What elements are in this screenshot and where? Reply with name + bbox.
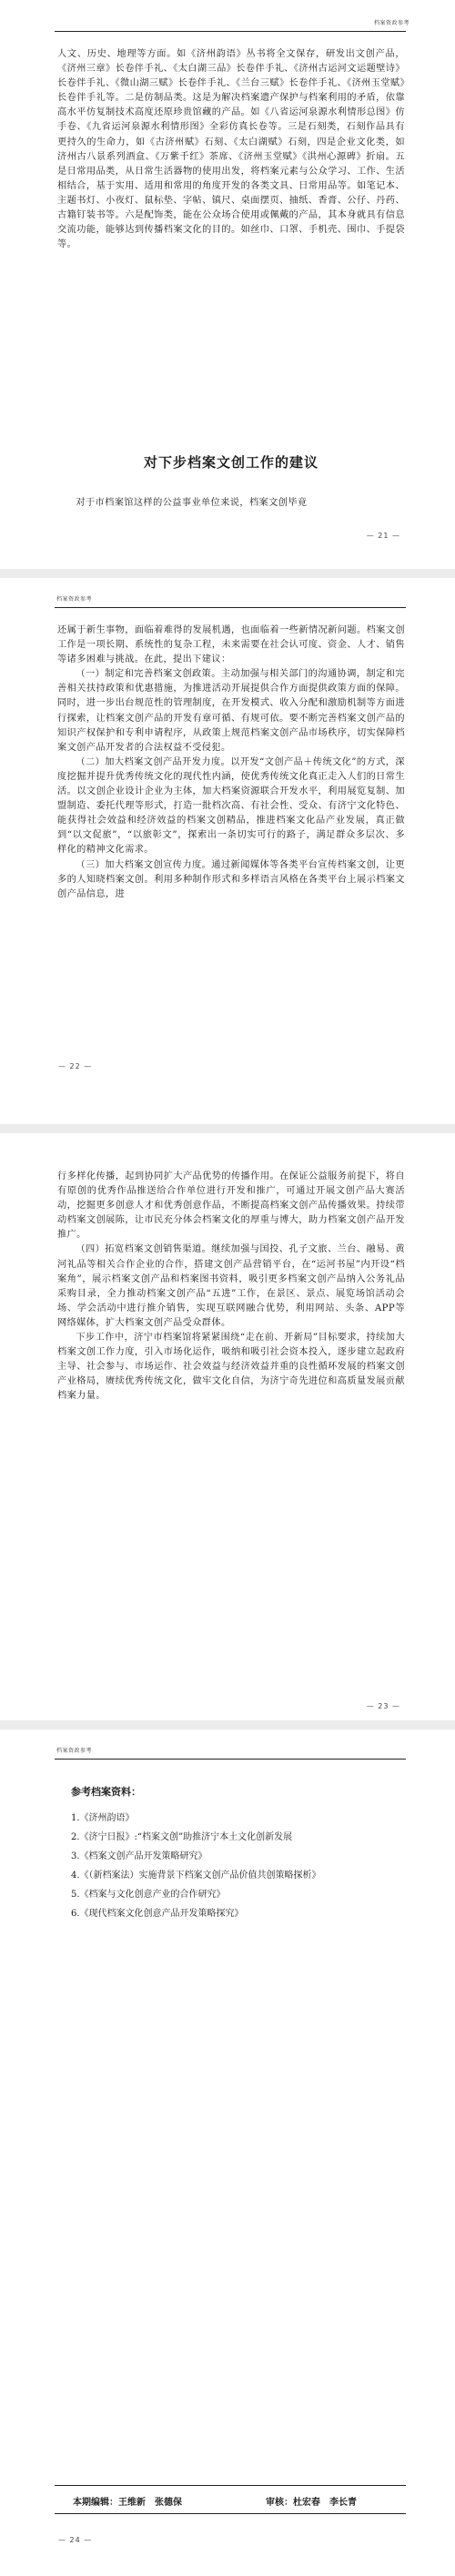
body-text	[57, 496, 405, 511]
reference-item: 5.《档案与文化创意产业的合作研究》	[71, 1890, 226, 1900]
list-item: （三）加大档案文创宣传力度。通过新闻媒体等各类平台宣传档案文创，让更多的人知晓档案文创。利用多种制作形式和多样语言风格在各类平台上展示档案文创产品信息，进	[57, 859, 405, 899]
running-header: 档案资政参考	[56, 596, 93, 603]
body-text	[57, 47, 405, 252]
body-text	[57, 1170, 405, 1405]
reference-item: 2.《济宁日报》:“档案文创”助推济宁本土文化创新发展	[71, 1832, 293, 1842]
paragraph: 人文、历史、地理等方面。如《济州韵语》丛书将全文保存，研发出文创产品，《济州三章》长卷伴手礼、《太白湖三品》长卷伴手礼、《济州古运河文运题壁诗》长卷伴手礼、《微山湖三赋》长卷伴手礼、《兰台三赋》长卷伴手礼、《济州玉堂赋》长卷伴手礼等。二是仿制品类。这是为解决档案遗产保护与档案利用的矛盾，依靠高水平仿复制技术高度还原珍贵馆藏的产品。如《八省运河泉源水利情形总图》仿手卷、《九省运河泉源水利情形图》全彩仿真长卷等。三是石刻类，石刻作品具有更持久的生命力，如《古济州赋》石刻、《太白湖赋》石刻，四是企业文化类，如济州古八景系列酒盒、《万紫千红》茶席、《济州玉堂赋》《洪州心源碑》折扇。五是日常用品类，从日常生活器物的使用出发，将档案元素与公众学习、工作、生活相结合，基于实用、适用和常用的角度开发的各类文具、日常用品等。如笔记本、主题书灯、小夜灯、鼠标垫、字帖、镇尺、桌面摆页、抽纸、香膏、公仔、丹药、古籍钉装书等。六是配饰类，能在公众场合使用或佩戴的产品，其本身就具有信息交流功能，能够达到传播档案文化的目的。如丝巾、口罩、手机壳、围巾、手提袋等。	[57, 49, 405, 250]
header-rule	[55, 1759, 406, 1760]
page-number: — 21 —	[366, 532, 400, 540]
paragraph: 下步工作中，济宁市档案馆将紧紧围绕“走在前、开新局”目标要求，持续加大档案文创工作力度，引入市场化运作，吸纳和吸引社会资本投入，逐步建立起政府主导、社会参与、市场运作、社会效益与经济效益并重的良性循环发展的档案文创产业格局，赓续优秀传统文化，做牢文化自信，为济宁奇先进位和高质量发展贡献档案力量。	[57, 1333, 405, 1402]
references-list	[71, 1811, 399, 1926]
page-gap	[0, 569, 455, 578]
reference-item: 1.《济州韵语》	[71, 1813, 135, 1823]
running-header: 档案资政参考	[56, 1748, 93, 1754]
page-number: — 23 —	[366, 1702, 400, 1710]
page-number: — 22 —	[58, 1062, 93, 1070]
page-24	[0, 1729, 455, 2576]
section-title: 对下步档案文创工作的建议	[143, 454, 318, 471]
list-item: （一）制定和完善档案文创政策。主动加强与相关部门的沟通协调，制定和完善相关扶持政策和优惠措施，为推进活动开展提供合作方面提供政策方面的保障。同时，进一步出台规范性的管理制度，在开发模式、收入分配和激励机制等方面进行探索，让档案文创产品的开发有章可循、有规可依。要不断完善档案文创产品的知识产权保护和专利申请程序，从政策上规范档案文创产品市场秩序，切实保障档案文创产品开发者的合法权益不受侵犯。	[57, 669, 405, 753]
list-item: （四）拓宽档案文创销售渠道。继续加强与国投、孔子文旅、兰台、融易、黄河礼品等相关合作企业的合作，搭建文创产品营销平台，在“运河书屋”内开设“档案角”，展示档案文创产品和档案图书资料，吸引更多档案文创产品纳入公务礼品采购目录，全力推动档案文创产品“五进”工作，在景区、景点、展览场馆活动会场、学会活动中进行推介销售，实现互联网融合优势，利用网站、头条、APP等网络媒体，扩大档案文创产品受众群体。	[57, 1244, 405, 1328]
editor-credits	[55, 2485, 406, 2514]
list-item: （二）加大档案文创产品开发力度。以开发“文创产品＋传统文化”的方式，深度挖掘并提升优秀传统文化的现代性内涵，使优秀传统文化真正走入人们的日常生活。以文创企业设计企业为主体，加大档案资源联合开发水平，利用展览复制、加盟制造、委托代理等形式，打造一批档次高、有社会性、受众、有济宁文化特色、能获得社会效益和经济效益的档案文创精品，推进档案文化品产业发展，真正做到“以文促旅”，“以旅彰文”，探索出一条切实可行的路子，满足群众多层次、多样化的精神文化需求。	[57, 756, 405, 856]
reference-item: 4.《（新档案法）实施背景下档案文创产品价值共创策略探析》	[71, 1871, 321, 1881]
page-gap	[0, 1124, 455, 1133]
page-number: — 24 —	[58, 2536, 93, 2544]
running-header: 档案资政参考	[373, 20, 410, 26]
header-rule	[55, 607, 406, 608]
paragraph: 对于市档案馆这样的公益事业单位来说，档案文创毕竟	[76, 498, 308, 508]
header-rule	[55, 31, 406, 32]
page-gap	[0, 1720, 455, 1729]
paragraph: 行多样化传播，起到协同扩大产品优势的传播作用。在保证公益服务前提下，将自有原创的优秀作品推送给合作单位进行开发和推广，可通过开展文创产品大赛活动，挖掘更多创意人才和优秀创意作品，不断提高档案文创产品传播效果。持续带动档案文创展陈，让市民充分体会档案文化的厚重与博大，助力档案文创产品开发推广。	[57, 1171, 405, 1241]
references-title: 参考档案资料：	[71, 1786, 141, 1798]
reference-item: 6.《现代档案文化创意产品开发策略探究》	[71, 1909, 244, 1919]
reference-item: 3.《档案文创产品开发策略研究》	[71, 1851, 207, 1861]
paragraph: 还属于新生事物，面临着难得的发展机遇，也面临着一些新情况新问题。档案文创工作是一项长期、系统性的复杂工程，未来需要在社会认可度、资金、人才、销售等诸多困难与挑战。在此，提出下建议：	[57, 625, 405, 665]
page-21	[0, 0, 455, 569]
reviewers-label: 审核：杜宏春 李长青	[266, 2498, 357, 2508]
editors-label: 本期编辑：王维新 张德保	[73, 2498, 182, 2508]
body-text	[57, 624, 405, 902]
